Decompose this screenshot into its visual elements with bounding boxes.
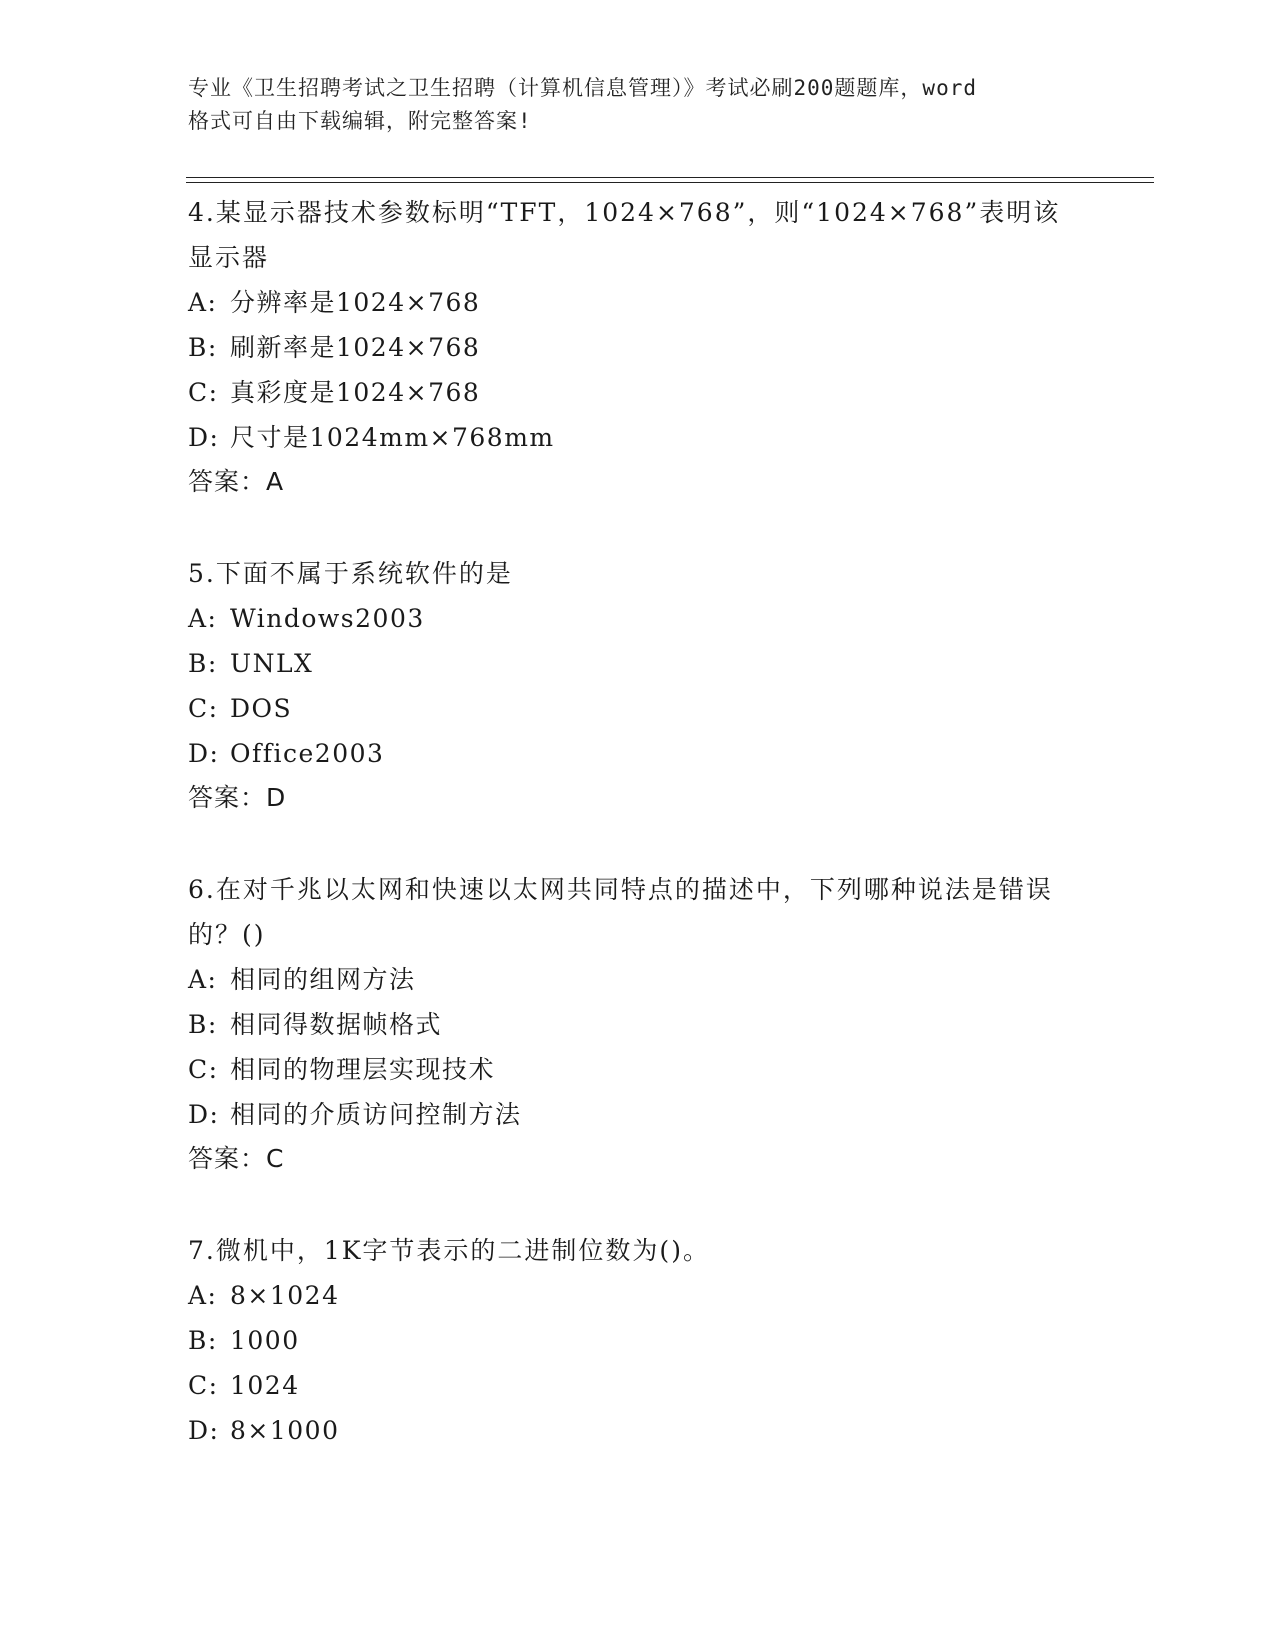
answer-line: 答案：A (188, 467, 285, 496)
option-c (188, 370, 1088, 415)
option-text: 相同得数据帧格式 (230, 1010, 443, 1039)
option-text: 8×1024 (230, 1281, 340, 1310)
option-text: Windows2003 (230, 604, 425, 633)
option-letter: C: (188, 378, 219, 407)
option-a (188, 957, 1088, 1002)
option-text: 分辨率是1024×768 (230, 288, 481, 317)
option-d (188, 1408, 1088, 1453)
option-b (188, 641, 1088, 686)
question-stem: 4.某显示器技术参数标明“TFT，1024×768”，则“1024×768”表明该显示器 (188, 198, 1061, 272)
option-text: 1000 (230, 1326, 300, 1355)
header-divider-bottom (186, 182, 1154, 183)
option-text: Office2003 (230, 739, 385, 768)
option-text: 刷新率是1024×768 (230, 333, 481, 362)
question-stem: 6.在对千兆以太网和快速以太网共同特点的描述中，下列哪种说法是错误的？() (188, 875, 1053, 949)
option-a (188, 280, 1088, 325)
question-spacer (188, 504, 1088, 551)
option-letter: D: (188, 1100, 220, 1129)
question-4 (188, 190, 1088, 504)
option-letter: C: (188, 694, 219, 723)
question-stem: 7.微机中，1K字节表示的二进制位数为()。 (188, 1236, 710, 1265)
option-letter: A: (188, 965, 218, 994)
option-a (188, 1273, 1088, 1318)
question-spacer (188, 1181, 1088, 1228)
question-6 (188, 867, 1088, 1181)
option-c (188, 1047, 1088, 1092)
header-line-1: 专业《卫生招聘考试之卫生招聘（计算机信息管理）》考试必刷200题题库，word (188, 76, 977, 100)
document-header (188, 72, 1108, 138)
option-letter: B: (188, 649, 218, 678)
option-letter: B: (188, 333, 218, 362)
option-letter: D: (188, 423, 220, 452)
option-b (188, 1318, 1088, 1363)
option-letter: A: (188, 288, 218, 317)
question-list (188, 190, 1088, 1453)
option-text: UNLX (230, 649, 314, 678)
option-a (188, 596, 1088, 641)
option-text: 相同的介质访问控制方法 (230, 1100, 522, 1129)
option-b (188, 325, 1088, 370)
option-letter: D: (188, 739, 220, 768)
question-spacer (188, 820, 1088, 867)
header-line-2: 格式可自由下载编辑，附完整答案! (188, 109, 532, 133)
option-text: 尺寸是1024mm×768mm (230, 423, 555, 452)
option-text: 真彩度是1024×768 (230, 378, 481, 407)
option-letter: D: (188, 1416, 220, 1445)
option-text: 8×1000 (230, 1416, 340, 1445)
option-d (188, 731, 1088, 776)
answer-line: 答案：D (188, 783, 287, 812)
option-letter: A: (188, 1281, 218, 1310)
header-divider-top (186, 177, 1154, 178)
option-text: 相同的物理层实现技术 (230, 1055, 496, 1084)
option-b (188, 1002, 1088, 1047)
option-d (188, 415, 1088, 460)
option-text: 相同的组网方法 (230, 965, 416, 994)
option-letter: B: (188, 1010, 218, 1039)
answer-line: 答案：C (188, 1144, 285, 1173)
option-letter: C: (188, 1055, 219, 1084)
option-c (188, 686, 1088, 731)
question-5 (188, 551, 1088, 820)
option-letter: C: (188, 1371, 219, 1400)
option-text: 1024 (230, 1371, 300, 1400)
option-letter: B: (188, 1326, 218, 1355)
question-stem: 5.下面不属于系统软件的是 (188, 559, 513, 588)
question-7 (188, 1228, 1088, 1453)
option-d (188, 1092, 1088, 1137)
option-c (188, 1363, 1088, 1408)
option-letter: A: (188, 604, 218, 633)
option-text: DOS (230, 694, 293, 723)
